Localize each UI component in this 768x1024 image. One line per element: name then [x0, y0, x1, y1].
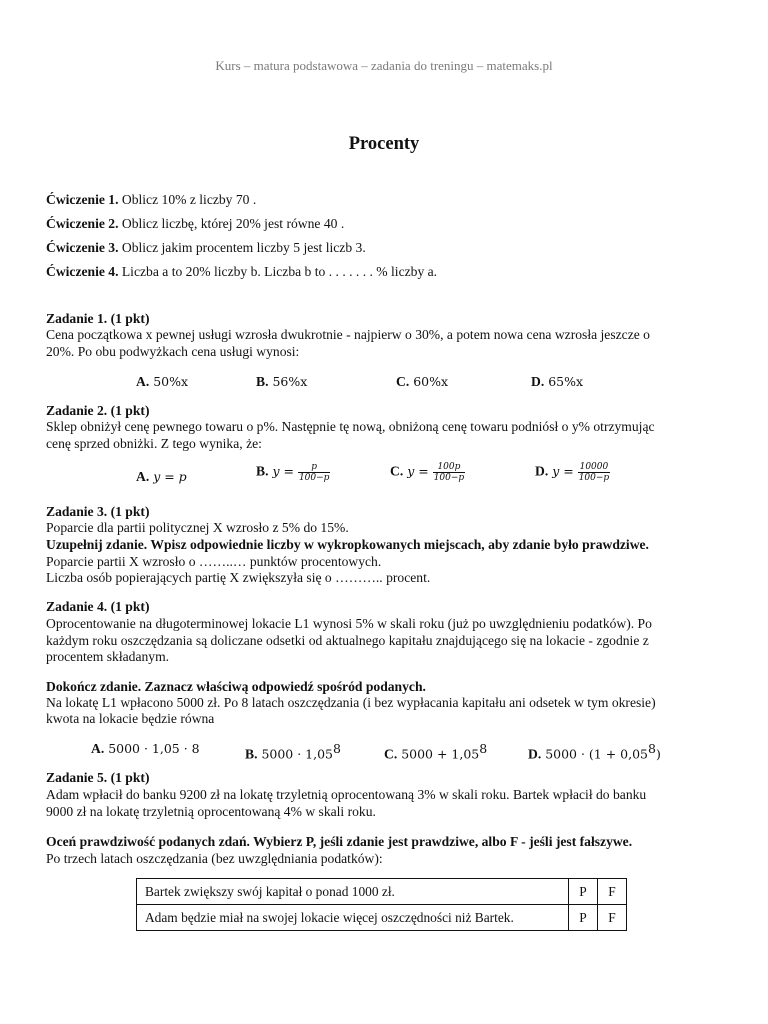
true-option[interactable]: P	[569, 905, 598, 931]
table-row	[137, 905, 627, 931]
task-4-text: Na lokatę L1 wpłacono 5000 zł. Po 8 latach oszczędzania (i bez wypłacania kapitału ani odsetek w tym okresie)	[46, 695, 656, 710]
false-option[interactable]: F	[598, 905, 627, 931]
task-1-option-d[interactable]: D. 65%x	[531, 374, 584, 389]
exercise-1: Ćwiczenie 1. Oblicz 10% z liczby 70 .	[46, 192, 257, 207]
task-2-option-a[interactable]: A. y = p	[136, 469, 187, 484]
task-4-option-d[interactable]: D. $5000 \cdot (1 + 0,05^8)$	[528, 741, 661, 762]
task-3-text: Poparcie dla partii politycznej X wzrosło z 5% do 15%.	[46, 520, 349, 535]
task-4-instruction: Dokończ zdanie. Zaznacz właściwą odpowiedź spośród podanych.	[46, 679, 426, 694]
exercise-4: Ćwiczenie 4. Liczba a to 20% liczby b. Liczba b to . . . . . . . % liczby a.	[46, 264, 438, 279]
task-2-title: Zadanie 2. (1 pkt)	[46, 403, 150, 418]
task-3-instruction: Uzupełnij zdanie. Wpisz odpowiednie liczby w wykropkowanych miejscach, aby zdanie było prawdziwe.	[46, 537, 649, 552]
task-4-option-a[interactable]: A. 5000 · 1,05 · 8	[91, 741, 200, 756]
page-header: Kurs – matura podstawowa – zadania do treningu – matemaks.pl	[215, 58, 553, 73]
false-option[interactable]: F	[598, 879, 627, 905]
task-2-text: Sklep obniżył cenę pewnego towaru o p%. Następnie tę nową, obniżoną cenę towaru podniósł o y% otrzymując	[46, 419, 655, 434]
task-4-option-b[interactable]: B. $5000 \cdot 1,05^8$	[245, 741, 341, 762]
task-2-option-d[interactable]: D. y = $\frac{10000}{100-p}$	[535, 462, 610, 483]
task-5-text: Po trzech latach oszczędzania (bez uwzględniania podatków):	[46, 851, 383, 866]
task-2-option-b[interactable]: B. y = $\frac{p}{100-p}$	[256, 462, 330, 483]
statement-cell: Bartek zwiększy swój kapitał o ponad 1000 zł.	[137, 879, 569, 905]
exercise-2: Ćwiczenie 2. Oblicz liczbę, której 20% jest równe 40 .	[46, 216, 345, 231]
task-2-option-c[interactable]: C. y = $\frac{100p}{100-p}$	[390, 462, 465, 483]
fraction: $\frac{p}{100-p}$	[298, 462, 330, 483]
exercise-3: Ćwiczenie 3. Oblicz jakim procentem liczby 5 jest liczb 3.	[46, 240, 366, 255]
table-row	[137, 879, 627, 905]
task-4-title: Zadanie 4. (1 pkt)	[46, 599, 150, 614]
fraction: $\frac{10000}{100-p}$	[578, 462, 610, 483]
task-4-text: każdym roku oszczędzania są doliczane odsetki od aktualnego kapitału znajdującego się na lokacie - zgodnie z	[46, 633, 649, 648]
task-1-title: Zadanie 1. (1 pkt)	[46, 311, 150, 326]
task-1-option-c[interactable]: C. 60%x	[396, 374, 449, 389]
task-2-text: cenę sprzed obniżki. Z tego wynika, że:	[46, 436, 262, 451]
task-1-text: 20%. Po obu podwyżkach cena usługi wynosi:	[46, 344, 300, 359]
task-4-text: Oprocentowanie na długoterminowej lokacie L1 wynosi 5% w skali roku (już po uwzględnieniu podatków). Po	[46, 616, 652, 631]
task-3-blank-2: Liczba osób popierających partię X zwiększyła się o ……….. procent.	[46, 570, 431, 585]
task-1-text: Cena początkowa x pewnej usługi wzrosła dwukrotnie - najpierw o 30%, a potem nowa cena wzrosła jeszcze o	[46, 327, 650, 342]
task-4-text: procentem składanym.	[46, 649, 170, 664]
task-3-title: Zadanie 3. (1 pkt)	[46, 504, 150, 519]
task-5-text: 9000 zł na lokatę trzyletnią oprocentowaną 4% w skali roku.	[46, 804, 376, 819]
task-5-instruction: Oceń prawdziwość podanych zdań. Wybierz P, jeśli zdanie jest prawdziwe, albo F - jeśli jest fałszywe.	[46, 834, 633, 849]
task-1-option-a[interactable]: A. 50%x	[136, 374, 189, 389]
task-4-text: kwota na lokacie będzie równa	[46, 711, 215, 726]
page-title: Procenty	[348, 134, 420, 154]
true-false-table	[136, 878, 627, 931]
task-3-blank-1: Poparcie partii X wzrosło o ……..… punktów procentowych.	[46, 554, 382, 569]
task-5-title: Zadanie 5. (1 pkt)	[46, 770, 150, 785]
task-1-option-b[interactable]: B. 56%x	[256, 374, 308, 389]
task-5-text: Adam wpłacił do banku 9200 zł na lokatę trzyletnią oprocentowaną 3% w skali roku. Bartek wpłacił do banku	[46, 787, 647, 802]
true-option[interactable]: P	[569, 879, 598, 905]
statement-cell: Adam będzie miał na swojej lokacie więcej oszczędności niż Bartek.	[137, 905, 569, 931]
fraction: $\frac{100p}{100-p}$	[433, 462, 465, 483]
task-4-option-c[interactable]: C. $5000 + 1,05^8$	[384, 741, 488, 762]
